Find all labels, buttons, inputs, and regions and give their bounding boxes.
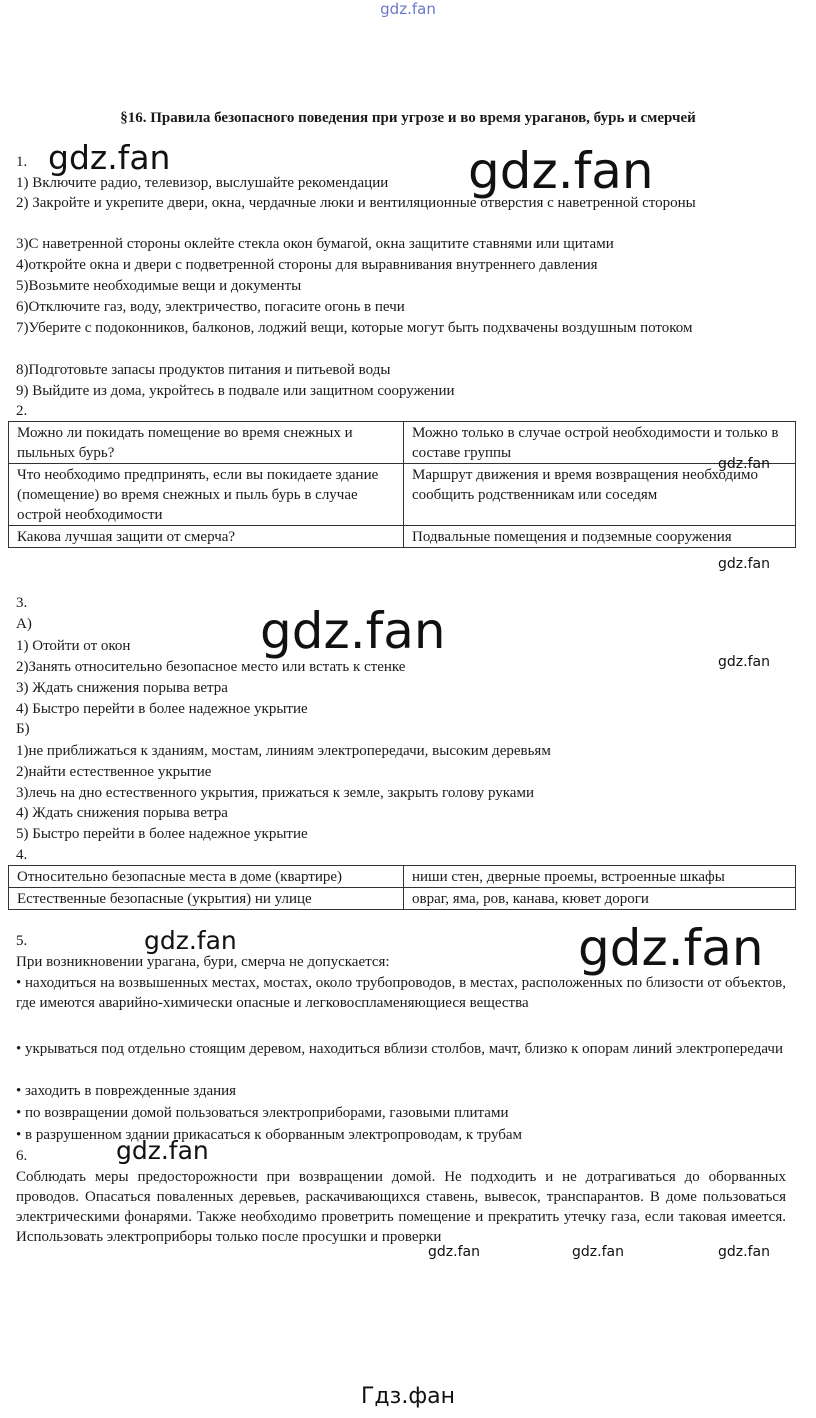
watermark: gdz.fan [718,1244,770,1260]
qa-table-4 [8,865,796,910]
table-cell-question: Какова лучшая защити от смерча? [9,526,404,548]
watermark: gdz.fan [718,456,770,472]
watermark: gdz.fan [428,1244,480,1260]
table-row [9,464,796,526]
list-item: 5)Возьмите необходимые вещи и документы [16,278,302,294]
page-title: §16. Правила безопасного поведения при угрозе и во время ураганов, бурь и смерчей [120,110,696,126]
table-row [9,866,796,888]
list-item: 9) Выйдите из дома, укройтесь в подвале или защитном сооружении [16,383,455,399]
subsection-label-b: Б) [16,721,30,737]
list-item: • в разрушенном здании прикасаться к оборванным электропроводам, к трубам [16,1127,523,1143]
watermark: gdz.fan [260,602,446,660]
list-item: • находиться на возвышенных местах, мостах, около трубопроводов, в местах, расположенных по близости от объектов, где имеются аварийно-химически опасные и легковоспламеняющиеся вещества [16,975,786,1011]
list-item: 3)С наветренной стороны оклейте стекла окон бумагой, окна защитите ставнями или щитами [16,236,614,252]
list-item: 3)лечь на дно естественного укрытия, прижаться к земле, закрыть голову руками [16,785,534,801]
list-item: 2) Закройте и укрепите двери, окна, чердачные люки и вентиляционные отверстия с наветренной стороны [16,195,696,211]
list-item: • укрываться под отдельно стоящим деревом, находиться вблизи столбов, мачт, близко к опорам линий электропередачи [16,1041,783,1057]
section-number-2: 2. [16,403,28,419]
watermark: gdz.fan [116,1136,209,1165]
table-cell-question: Естественные безопасные (укрытия) ни улице [9,888,404,910]
watermark: gdz.fan [578,919,764,977]
section-number-3: 3. [16,595,28,611]
section-number-4: 4. [16,847,28,863]
list-item: 1) Отойти от окон [16,638,131,654]
list-item: 4)откройте окна и двери с подветренной стороны для выравнивания внутреннего давления [16,257,598,273]
qa-table-2 [8,421,796,548]
list-item: 4) Ждать снижения порыва ветра [16,805,228,821]
table-row [9,526,796,548]
section-number-1: 1. [16,154,28,170]
list-item: 7)Уберите с подоконников, балконов, лоджий вещи, которые могут быть подхвачены воздушным потоком [16,320,693,336]
watermark: gdz.fan [468,142,654,200]
table-cell-answer: Маршрут движения и время возвращения необходимо сообщить родственникам или соседям [404,464,796,526]
site-header[interactable]: gdz.fan [380,0,436,18]
list-item: 2)Занять относительно безопасное место или встать к стенке [16,659,406,675]
watermark: gdz.fan [718,556,770,572]
watermark: gdz.fan [572,1244,624,1260]
table-cell-question: Что необходимо предпринять, если вы покидаете здание (помещение) во время снежных и пыль бурь в случае острой необходимости [9,464,404,526]
subsection-label-a: А) [16,616,32,632]
table-cell-question: Можно ли покидать помещение во время снежных и пыльных бурь? [9,422,404,464]
table-cell-answer: Подвальные помещения и подземные сооружения [404,526,796,548]
paragraph-intro: При возникновении урагана, бури, смерча не допускается: [16,954,390,970]
paragraph: Соблюдать меры предосторожности при возвращении домой. Не подходить и не дотрагиваться до оборванных проводов. Опасаться поваленных деревьев, раскачивающихся ставень, вывесок, транспарантов. В доме пользоваться электрическими фонарями. Также необходимо проветрить помещение и прекратить утечку газа, если таковая имеется. Использовать электроприборы только после просушки и проверки [16,1169,786,1245]
section-number-5: 5. [16,933,28,949]
table-cell-answer: ниши стен, дверные проемы, встроенные шкафы [404,866,796,888]
table-cell-answer: овраг, яма, ров, канава, кювет дороги [404,888,796,910]
watermark: gdz.fan [48,138,171,177]
list-item: 1)не приближаться к зданиям, мостам, линиям электропередачи, высоким деревьям [16,743,551,759]
table-row [9,422,796,464]
footer-site-name: Гдз.фан [361,1384,455,1409]
watermark: gdz.fan [144,926,237,955]
table-cell-answer: Можно только в случае острой необходимости и только в составе группы [404,422,796,464]
list-item: 5) Быстро перейти в более надежное укрытие [16,826,308,842]
list-item: 3) Ждать снижения порыва ветра [16,680,228,696]
list-item: 2)найти естественное укрытие [16,764,212,780]
list-item: • заходить в поврежденные здания [16,1083,237,1099]
list-item: 6)Отключите газ, воду, электричество, погасите огонь в печи [16,299,405,315]
table-cell-question: Относительно безопасные места в доме (квартире) [9,866,404,888]
watermark: gdz.fan [718,654,770,670]
table-row [9,888,796,910]
section-number-6: 6. [16,1148,28,1164]
list-item: • по возвращении домой пользоваться электроприборами, газовыми плитами [16,1105,509,1121]
list-item: 8)Подготовьте запасы продуктов питания и питьевой воды [16,362,391,378]
list-item: 4) Быстро перейти в более надежное укрытие [16,701,308,717]
list-item: 1) Включите радио, телевизор, выслушайте рекомендации [16,175,389,191]
